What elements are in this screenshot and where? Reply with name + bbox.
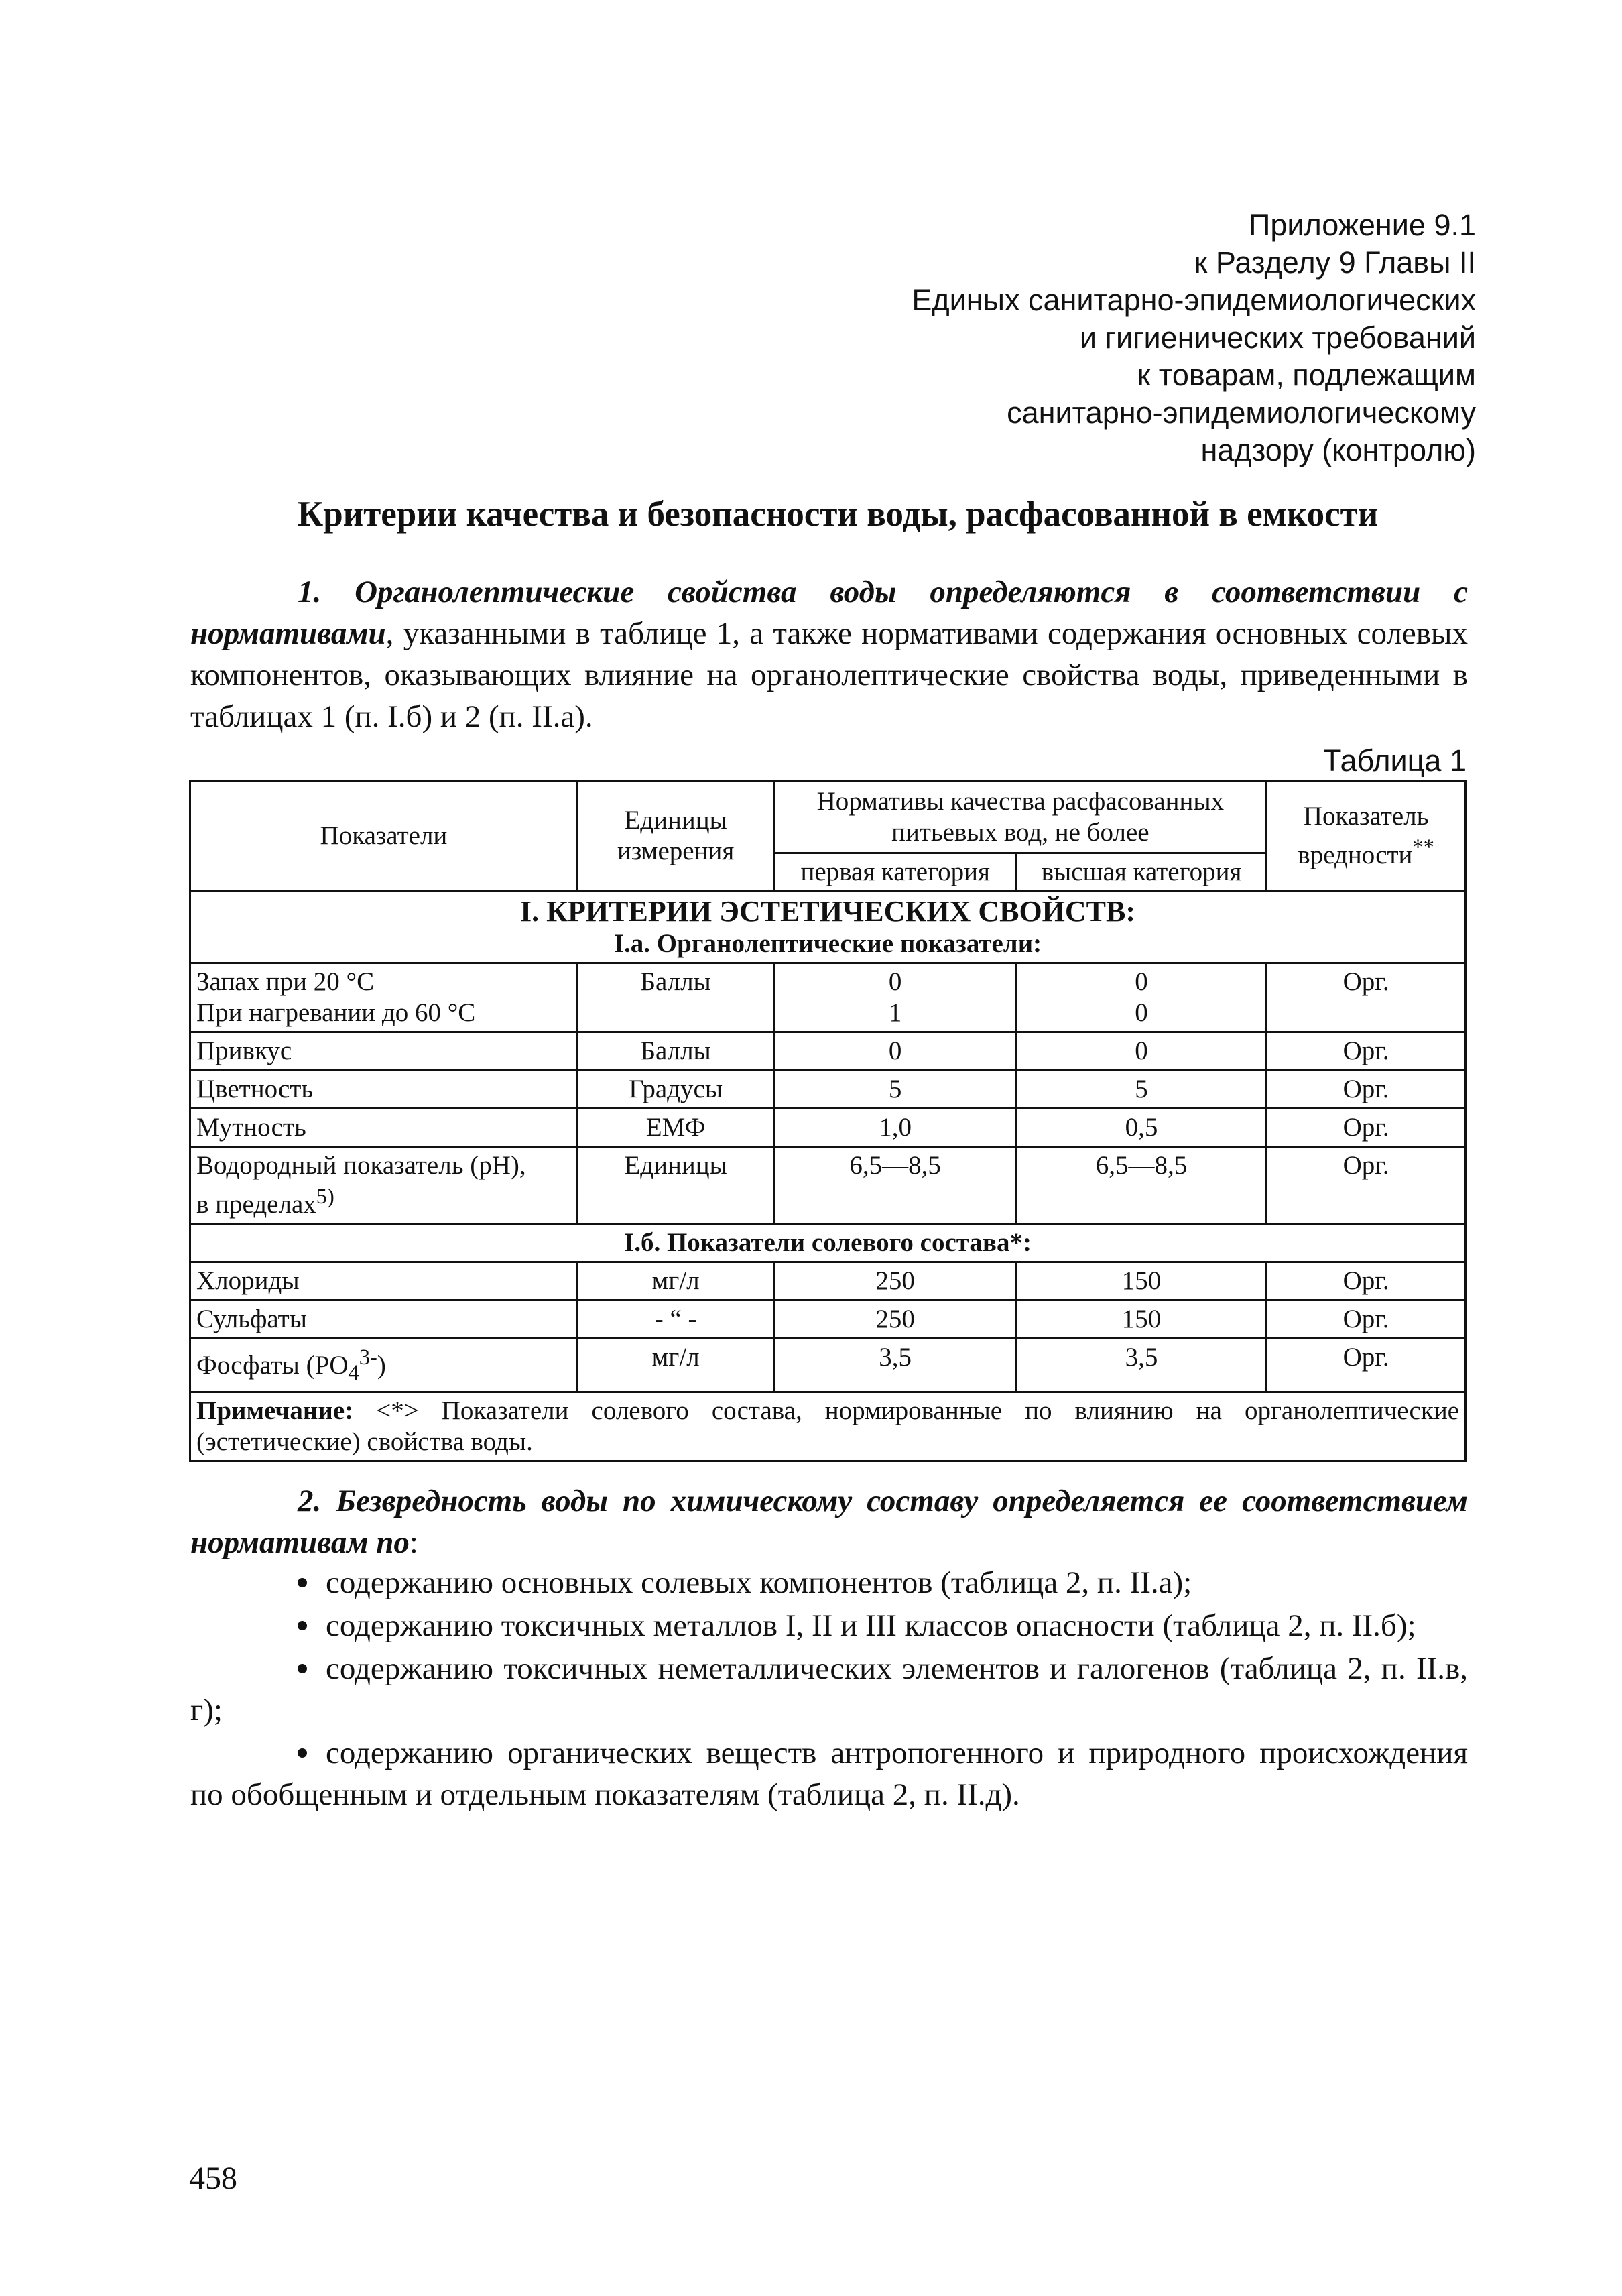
row-harm: Орг. xyxy=(1267,963,1466,1032)
table-row xyxy=(190,1071,1466,1109)
header-units: Единицы измерения xyxy=(577,781,774,892)
row-name xyxy=(190,1147,578,1224)
row-top xyxy=(1016,963,1266,1032)
row-name xyxy=(190,1339,578,1392)
row-harm: Орг. xyxy=(1267,1032,1466,1071)
row-value: 0 xyxy=(1135,967,1148,996)
row-first xyxy=(774,963,1016,1032)
section-ia-title: I.а. Органолептические показатели: xyxy=(613,929,1042,958)
row-harm: Орг. xyxy=(1267,1339,1466,1392)
row-harm: Орг. xyxy=(1267,1262,1466,1301)
list-item xyxy=(190,1562,1468,1604)
section-ib-title: I.б. Показатели солевого состава*: xyxy=(190,1224,1466,1262)
note-text: <*> Показатели солевого состава, нормированные по влиянию на органолептические (эстетические) свойства воды. xyxy=(196,1396,1459,1456)
row-name-text: в пределах xyxy=(196,1190,316,1219)
row-value: 1 xyxy=(888,998,902,1027)
note-label: Примечание: xyxy=(196,1396,354,1425)
row-top: 0,5 xyxy=(1016,1109,1266,1147)
appendix-header xyxy=(912,206,1476,469)
row-unit: ЕМФ xyxy=(577,1109,774,1147)
quality-table xyxy=(189,780,1467,1462)
paragraph-2-number: 2. xyxy=(298,1484,322,1518)
row-top: 150 xyxy=(1016,1262,1266,1301)
bullet-icon xyxy=(298,1621,307,1630)
header-harm-sup: ** xyxy=(1412,835,1434,859)
row-value: 0 xyxy=(888,967,902,996)
list-item xyxy=(190,1732,1468,1815)
table-row xyxy=(190,1032,1466,1071)
row-first: 1,0 xyxy=(774,1109,1016,1147)
paragraph-2-text: : xyxy=(409,1525,418,1560)
table-row xyxy=(190,963,1466,1032)
header-indicators: Показатели xyxy=(190,781,578,892)
bullet-icon xyxy=(298,1748,307,1758)
paragraph-2 xyxy=(190,1480,1468,1563)
row-name: Сульфаты xyxy=(190,1301,578,1339)
table-caption: Таблица 1 xyxy=(1323,743,1467,778)
document-title: Критерии качества и безопасности воды, расфасованной в емкости xyxy=(297,495,1379,534)
criteria-list xyxy=(190,1562,1468,1817)
bullet-icon xyxy=(298,1664,307,1673)
row-top: 6,5—8,5 xyxy=(1016,1147,1266,1224)
paragraph-1-emphasis: Органолептические свойства воды определяются в соответствии с нормативами xyxy=(190,575,1468,651)
header-line: к товарам, подлежащим xyxy=(1137,358,1476,392)
table-row xyxy=(190,1339,1466,1392)
row-unit: Баллы xyxy=(577,1032,774,1071)
row-name: Привкус xyxy=(190,1032,578,1071)
list-item xyxy=(190,1648,1468,1731)
row-top: 150 xyxy=(1016,1301,1266,1339)
row-name: Мутность xyxy=(190,1109,578,1147)
row-first: 6,5—8,5 xyxy=(774,1147,1016,1224)
table-note xyxy=(190,1392,1466,1461)
row-first: 250 xyxy=(774,1262,1016,1301)
row-name-text: Фосфаты (PO xyxy=(196,1351,349,1380)
header-line: Приложение 9.1 xyxy=(1249,208,1476,242)
list-item-text: содержанию основных солевых компонентов (таблица 2, п. II.а); xyxy=(326,1565,1192,1600)
row-name: Хлориды xyxy=(190,1262,578,1301)
table-row xyxy=(190,1262,1466,1301)
row-first: 3,5 xyxy=(774,1339,1016,1392)
row-first: 0 xyxy=(774,1032,1016,1071)
section-i-heading xyxy=(190,892,1466,963)
header-line: Единых санитарно-эпидемиологических xyxy=(912,283,1476,317)
paragraph-1-number: 1. xyxy=(298,575,322,609)
formula-subscript: 4 xyxy=(348,1360,359,1385)
row-name-line: При нагревании до 60 °С xyxy=(196,998,476,1027)
row-name-line: Водородный показатель (рН), xyxy=(196,1151,526,1180)
row-unit: Единицы xyxy=(577,1147,774,1224)
row-harm: Орг. xyxy=(1267,1147,1466,1224)
table-row xyxy=(190,1147,1466,1224)
paragraph-1-text: , указанными в таблице 1, а также нормативами содержания основных солевых компонентов, оказывающих влияние на органолептические свойства воды, приведенными в таблицах 1 (п. I.б) и 2 (п. II.а). xyxy=(190,616,1468,734)
table-row xyxy=(190,1109,1466,1147)
list-item-text: содержанию токсичных неметаллических элементов и галогенов (таблица 2, п. II.в, г); xyxy=(190,1651,1468,1728)
row-top: 0 xyxy=(1016,1032,1266,1071)
row-name-line: Запах при 20 °С xyxy=(196,967,375,996)
row-unit: мг/л xyxy=(577,1339,774,1392)
list-item-text: содержанию органических веществ антропогенного и природного происхождения по обобщенным и отдельным показателям (таблица 2, п. II.д). xyxy=(190,1736,1468,1812)
row-unit: Баллы xyxy=(577,963,774,1032)
table-row xyxy=(190,1301,1466,1339)
paragraph-1 xyxy=(190,571,1468,737)
footnote-ref: 5) xyxy=(316,1185,334,1209)
header-harm xyxy=(1267,781,1466,892)
row-first: 250 xyxy=(774,1301,1016,1339)
row-name xyxy=(190,963,578,1032)
section-i-title: I. КРИТЕРИИ ЭСТЕТИЧЕСКИХ СВОЙСТВ: xyxy=(519,895,1136,928)
row-top: 5 xyxy=(1016,1071,1266,1109)
row-harm: Орг. xyxy=(1267,1109,1466,1147)
formula-superscript: 3- xyxy=(359,1345,377,1370)
list-item xyxy=(190,1605,1468,1646)
row-unit: мг/л xyxy=(577,1262,774,1301)
header-harm-text: Показатель вредности xyxy=(1298,802,1429,869)
header-first-category: первая категория xyxy=(774,853,1016,892)
bullet-icon xyxy=(298,1578,307,1587)
row-value: 0 xyxy=(1135,998,1148,1027)
row-first: 5 xyxy=(774,1071,1016,1109)
row-unit: - “ - xyxy=(577,1301,774,1339)
header-norms: Нормативы качества расфасованных питьевых вод, не более xyxy=(774,781,1267,853)
row-unit: Градусы xyxy=(577,1071,774,1109)
paragraph-2-emphasis: Безвредность воды по химическому составу определяется ее соответствием нормативам по xyxy=(190,1484,1468,1560)
row-harm: Орг. xyxy=(1267,1071,1466,1109)
header-line: к Разделу 9 Главы II xyxy=(1194,245,1476,280)
header-line: и гигиенических требований xyxy=(1079,320,1476,355)
header-line: санитарно-эпидемиологическому xyxy=(1007,396,1476,430)
row-name-line xyxy=(196,1181,571,1220)
page-number: 458 xyxy=(189,2161,237,2196)
row-name-text: ) xyxy=(377,1351,386,1380)
header-line: надзору (контролю) xyxy=(1200,433,1476,467)
row-top: 3,5 xyxy=(1016,1339,1266,1392)
header-top-category: высшая категория xyxy=(1016,853,1266,892)
row-harm: Орг. xyxy=(1267,1301,1466,1339)
row-name: Цветность xyxy=(190,1071,578,1109)
list-item-text: содержанию токсичных металлов I, II и III классов опасности (таблица 2, п. II.б); xyxy=(326,1608,1416,1643)
